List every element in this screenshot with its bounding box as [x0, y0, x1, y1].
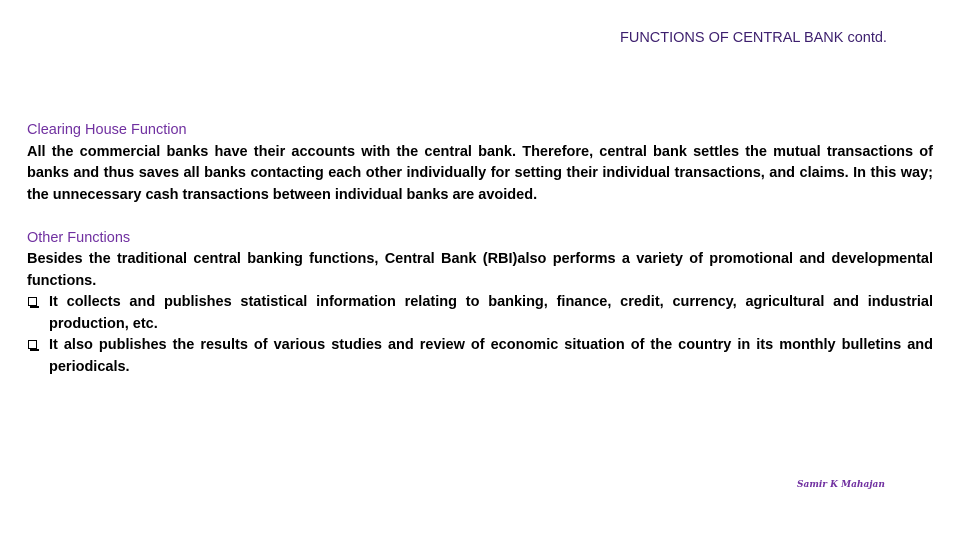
slide-content — [27, 120, 933, 378]
author-signature: Samir K Mahajan — [797, 480, 885, 490]
bullet-item — [27, 335, 933, 378]
clearing-house-heading: Clearing House Function — [27, 122, 187, 138]
checkbox-bullet-icon — [28, 340, 37, 349]
clearing-house-text: All the commercial banks have their accounts with the central bank. Therefore, central bank settles the mutual transactions of banks and thus saves all banks contacting each other individually for setting their individual transactions, and claims. In this way; the unnecessary cash transactions between individual banks are avoided. — [27, 143, 933, 203]
bullet-text: It also publishes the results of various studies and review of economic situation of the country in its monthly bulletins and periodicals. — [49, 337, 933, 375]
bullet-text: It collects and publishes statistical information relating to banking, finance, credit, currency, agricultural and industrial production, etc. — [49, 294, 933, 332]
section-spacer — [27, 206, 933, 228]
other-functions-intro: Besides the traditional central banking functions, Central Bank (RBI)also performs a variety of promotional and developmental functions. — [27, 251, 933, 289]
slide-title: FUNCTIONS OF CENTRAL BANK contd. — [620, 30, 887, 46]
checkbox-bullet-icon — [28, 297, 37, 306]
other-functions-heading: Other Functions — [27, 229, 131, 246]
bullet-item — [27, 292, 933, 335]
